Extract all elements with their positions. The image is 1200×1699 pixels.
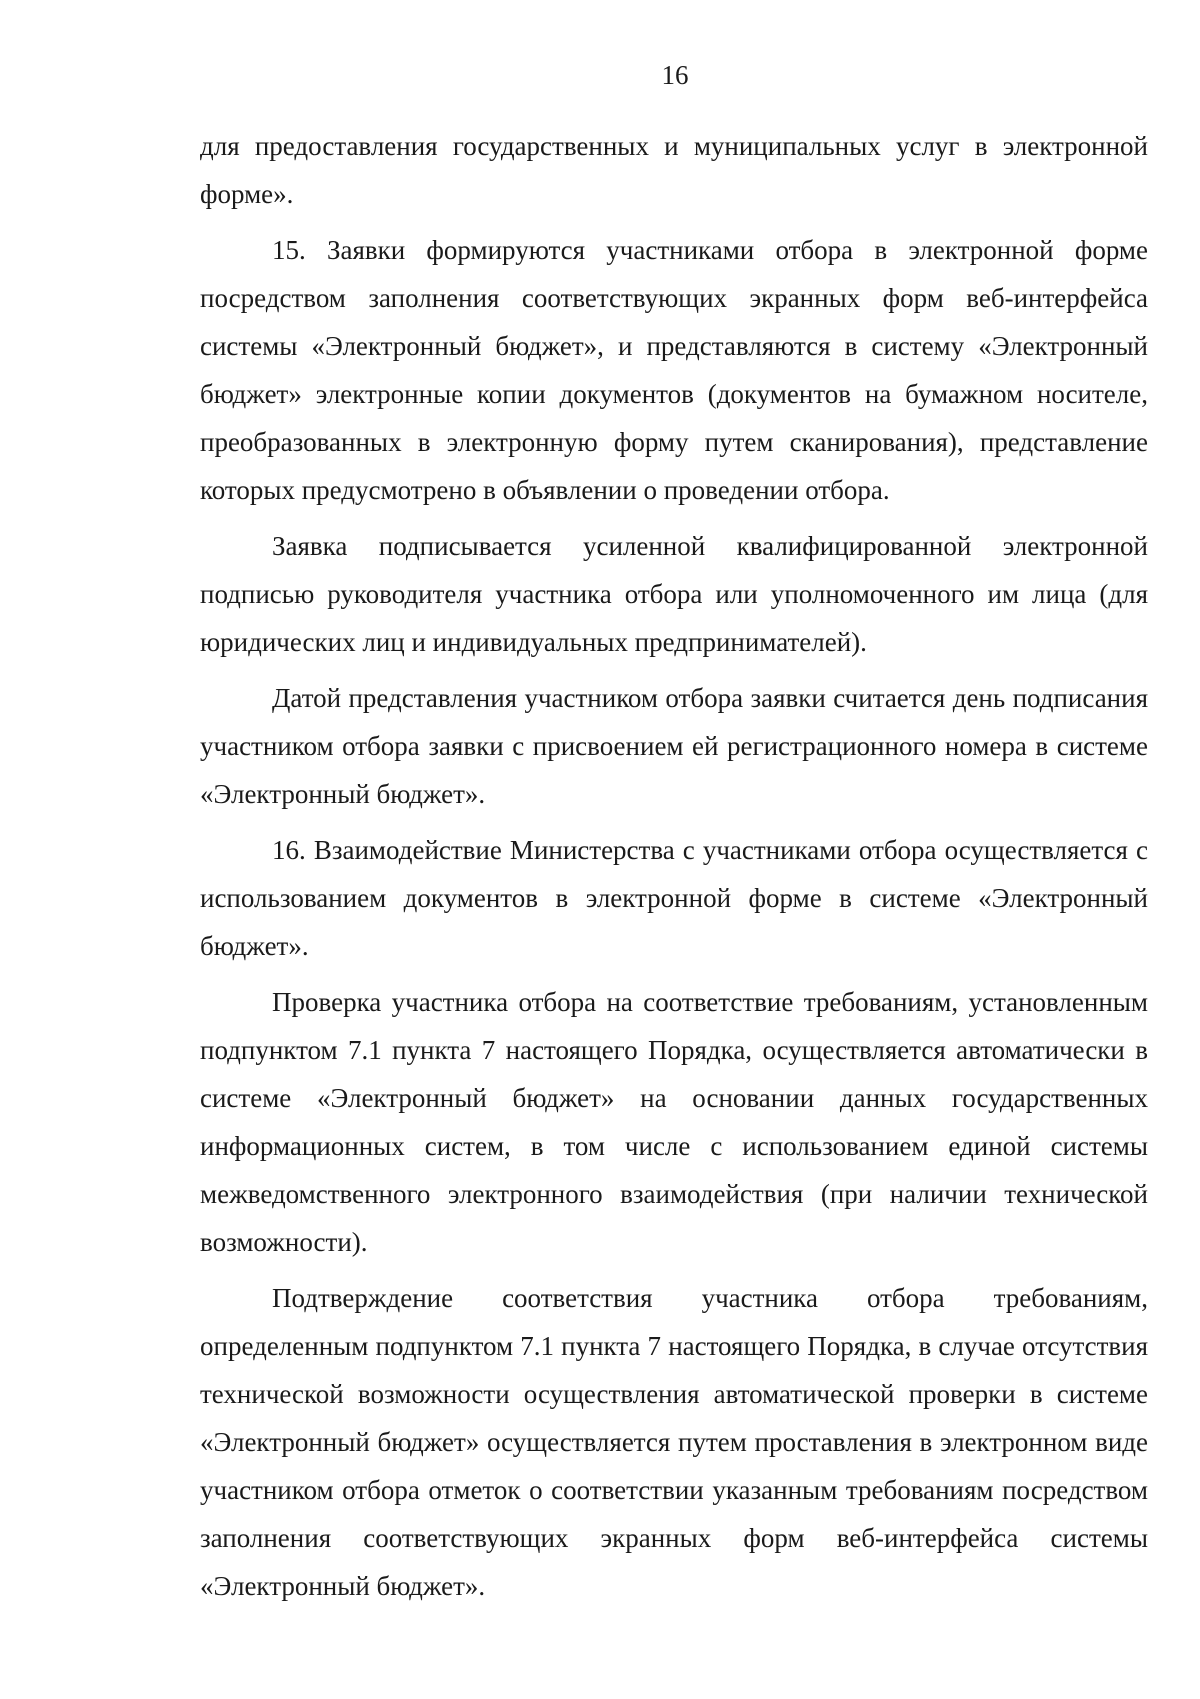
paragraph-item-15: 15. Заявки формируются участниками отбора в электронной форме посредством заполнения соответствующих экранных форм веб-интерфейса системы «Электронный бюджет», и представляются в систему «Электронный бюджет» электронные копии документов (документов на бумажном носителе, преобразованных в электронную форму путем сканирования), представление которых предусмотрено в объявлении о проведении отбора. [200,235,1148,505]
paragraph-item-16: 16. Взаимодействие Министерства с участниками отбора осуществляется с использованием документов в электронной форме в системе «Электронный бюджет». [200,835,1148,961]
page-number: 16 [661,60,689,90]
paragraph-manual-confirmation: Подтверждение соответствия участника отбора требованиям, определенным подпунктом 7.1 пункта 7 настоящего Порядка, в случае отсутствия технической возможности осуществления автоматической проверки в системе «Электронный бюджет» осуществляется путем проставления в электронном виде участником отбора отметок о соответствии указанным требованиям посредством заполнения соответствующих экранных форм веб-интерфейса системы «Электронный бюджет». [200,1283,1148,1601]
document-body [200,122,1148,1610]
paragraph-automatic-check: Проверка участника отбора на соответствие требованиям, установленным подпунктом 7.1 пункта 7 настоящего Порядка, осуществляется автоматически в системе «Электронный бюджет» на основании данных государственных информационных систем, в том числе с использованием единой системы межведомственного электронного взаимодействия (при наличии технической возможности). [200,987,1148,1257]
paragraph-signature: Заявка подписывается усиленной квалифицированной электронной подписью руководителя участника отбора или уполномоченного им лица (для юридических лиц и индивидуальных предпринимателей). [200,531,1148,657]
paragraph-submission-date: Датой представления участником отбора заявки считается день подписания участником отбора заявки с присвоением ей регистрационного номера в системе «Электронный бюджет». [200,683,1148,809]
paragraph-continuation: для предоставления государственных и муниципальных услуг в электронной форме». [200,131,1148,209]
